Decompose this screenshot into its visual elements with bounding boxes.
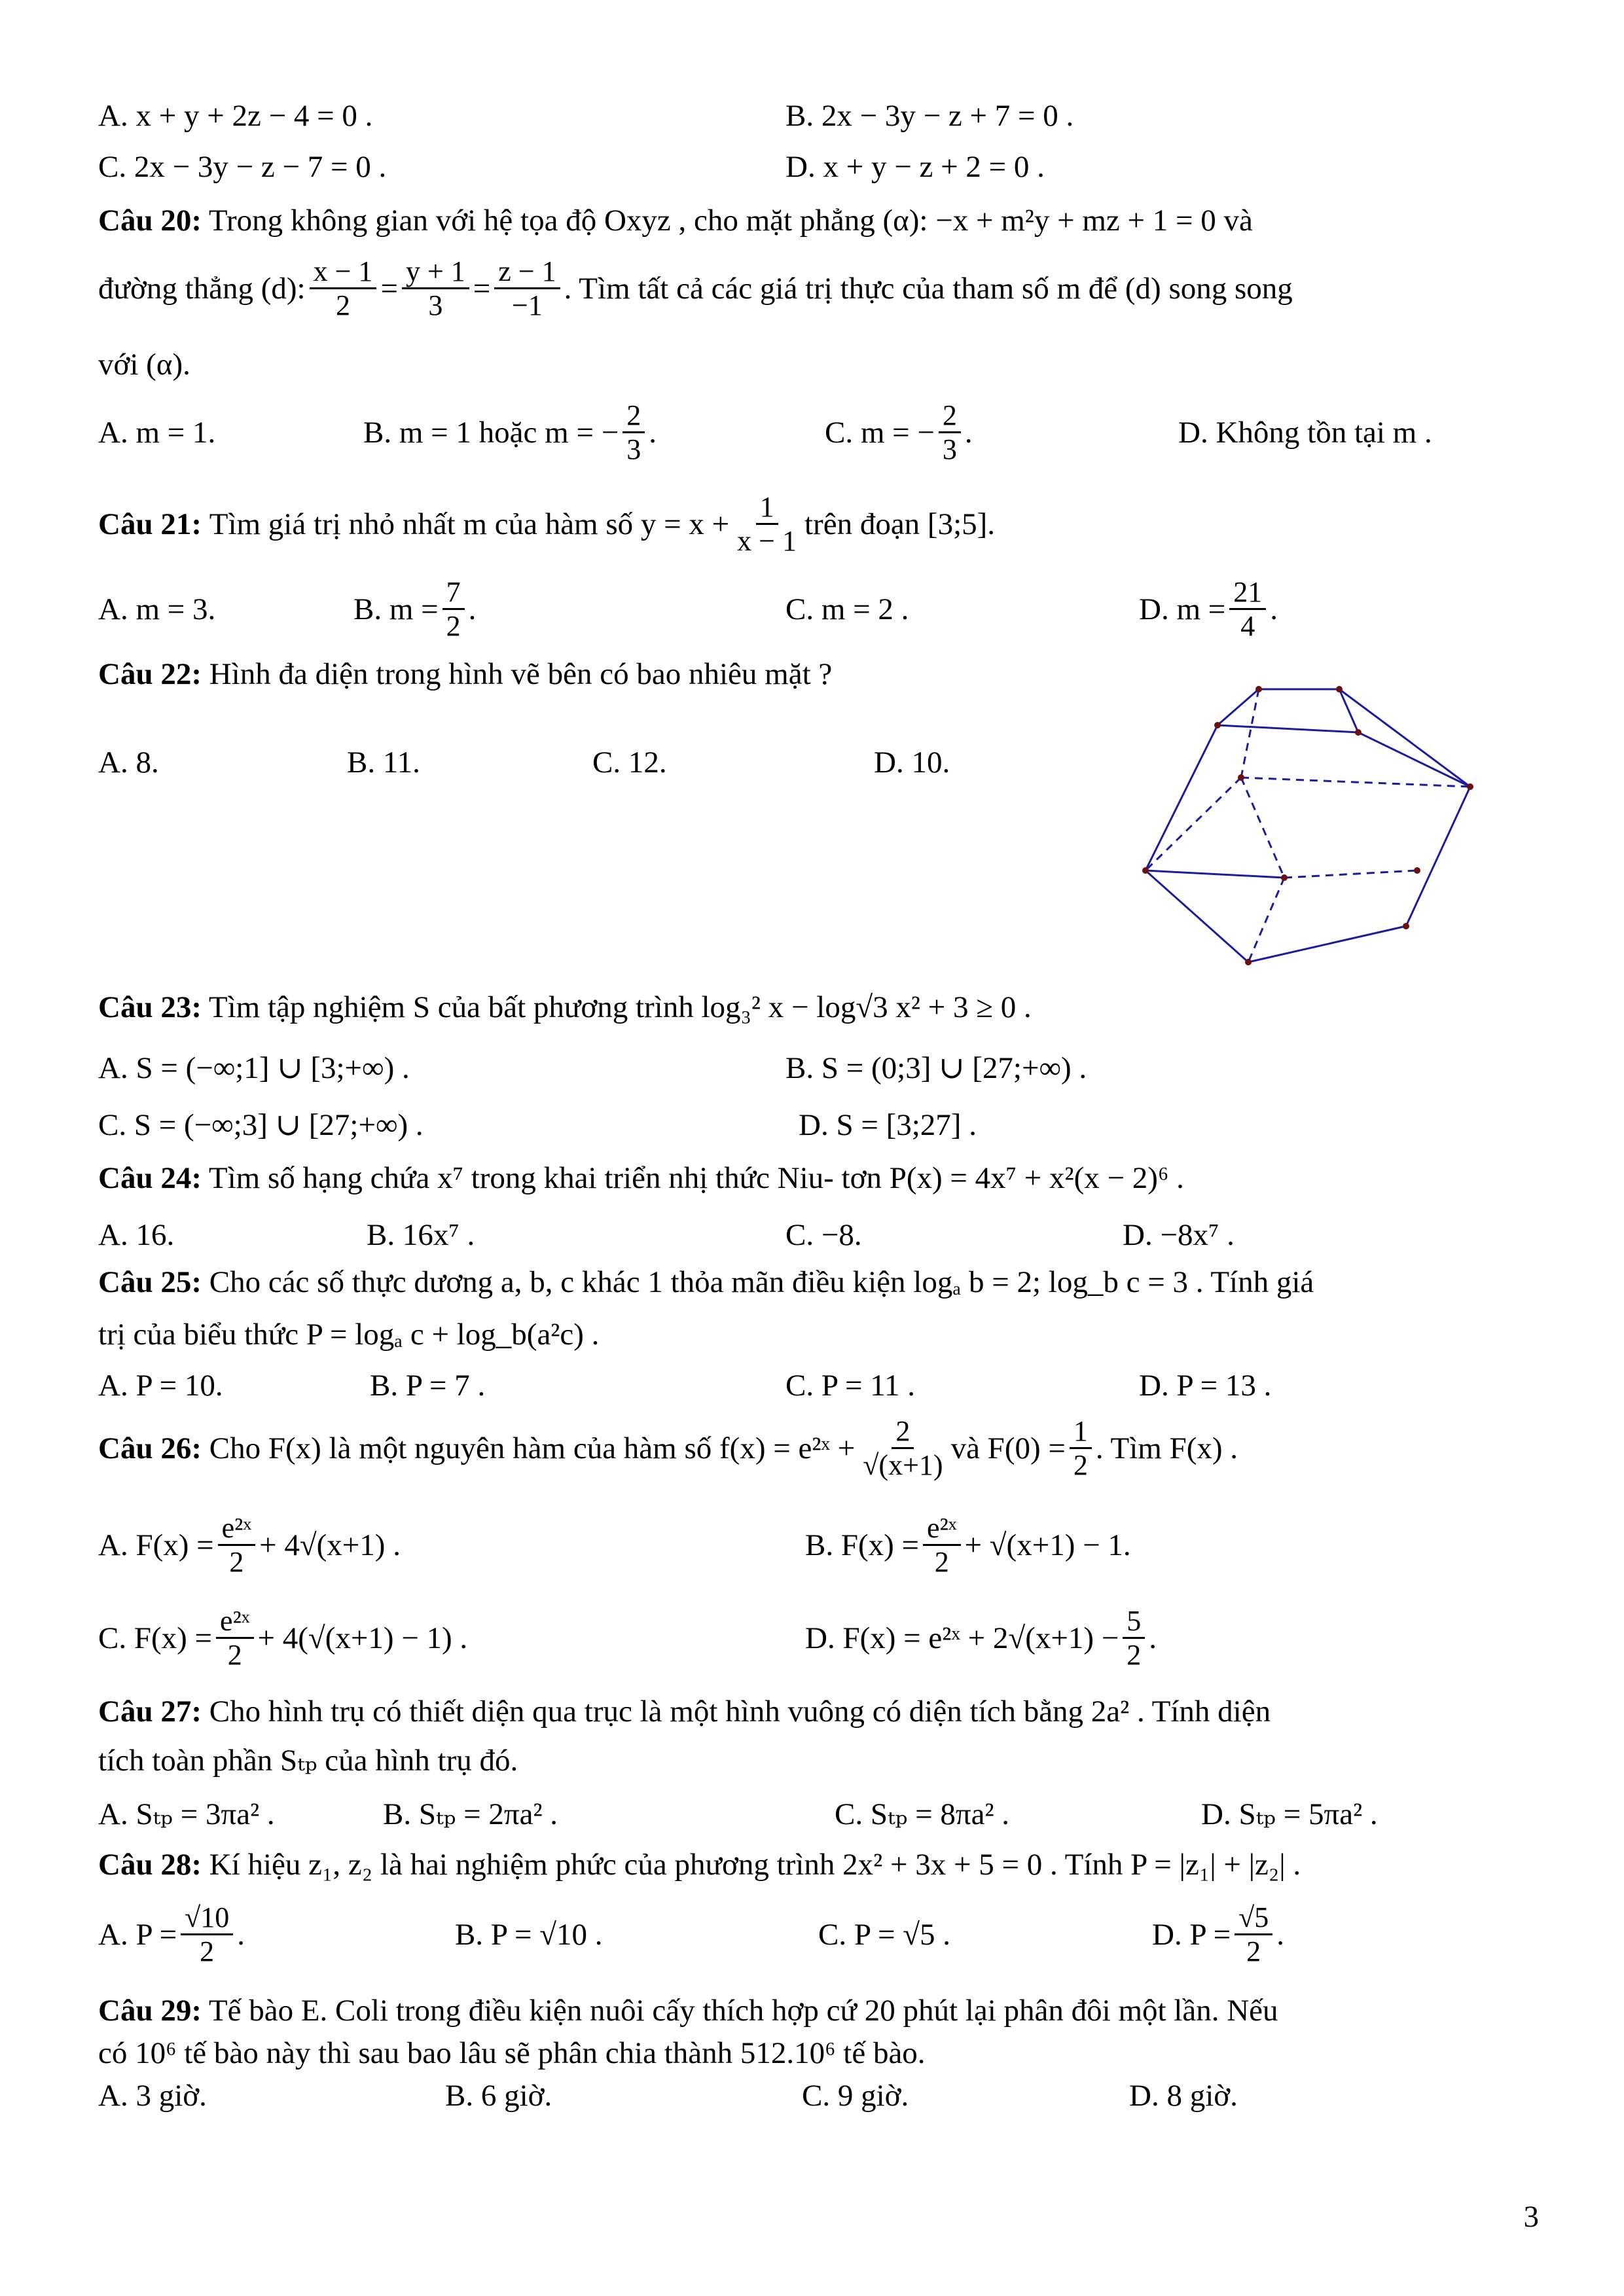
q27-label: Câu 27: <box>98 1695 202 1729</box>
q22-option-a: A. 8. <box>98 745 159 780</box>
q24-line <box>98 1160 1184 1196</box>
q27-option-d: D. Sₜₚ = 5πa² . <box>1201 1797 1378 1831</box>
q27-line2: tích toàn phần Sₜₚ của hình trụ đó. <box>98 1744 518 1778</box>
q25-option-b: B. P = 7 . <box>370 1369 486 1403</box>
q20-text: Trong không gian với hệ tọa độ Oxyz , cho mặt phẳng (α): −x + m²y + mz + 1 = 0 và <box>208 204 1253 238</box>
q21-label: Câu 21: <box>98 507 202 541</box>
q28-option-c: C. P = √5 . <box>818 1917 951 1952</box>
q20-option-d: D. Không tồn tại m . <box>1178 415 1432 450</box>
q26-text-pre: Cho F(x) là một nguyên hàm của hàm số f(x) = e²ˣ + <box>209 1431 856 1465</box>
q21-text-post: trên đoạn [3;5]. <box>804 507 996 541</box>
q20-option-a: A. m = 1. <box>98 415 216 450</box>
q20-options <box>98 399 1538 466</box>
polyhedron-solid-edges <box>1146 689 1470 962</box>
q23-option-c: C. S = (−∞;3] ∪ [27;+∞) . <box>98 1108 424 1142</box>
q19-option-a: A. x + y + 2z − 4 = 0 . <box>98 99 373 133</box>
q25-option-d: D. P = 13 . <box>1139 1369 1272 1403</box>
q28-label: Câu 28: <box>98 1848 202 1882</box>
polyhedron-front-edges <box>1146 870 1284 878</box>
q20-option-c: C. m = − $\frac{2}{3}$ . <box>825 399 973 466</box>
q25-option-c: C. P = 11 . <box>785 1369 916 1403</box>
q20-line2: đường thẳng (d): $\frac{x - 1}{2}$ = $\frac{y + 1}{3}$ = $\frac{z - 1}{-1}$ . Tìm tất cả các giá trị thực của tham số m để (d) song song <box>98 255 1293 322</box>
q29-line1 <box>98 1993 1278 2028</box>
page-number: 3 <box>1523 2200 1539 2234</box>
q24-label: Câu 24: <box>98 1161 202 1195</box>
q21-option-a: A. m = 3. <box>98 592 216 626</box>
q22-option-d: D. 10. <box>874 745 950 780</box>
q24-option-b: B. 16x⁷ . <box>367 1218 475 1252</box>
q24-text: Tìm số hạng chứa x⁷ trong khai triển nhị thức Niu- tơn P(x) = 4x⁷ + x²(x − 2)⁶ . <box>208 1161 1184 1195</box>
q29-option-b: B. 6 giờ. <box>445 2079 552 2113</box>
q28-line <box>98 1847 1301 1882</box>
q21-text-pre: Tìm giá trị nhỏ nhất m của hàm số y = x + <box>209 507 730 541</box>
q21-options <box>98 576 1538 643</box>
polyhedron-figure <box>1132 684 1486 972</box>
q27-text-1: Cho hình trụ có thiết diện qua trục là một hình vuông có diện tích bằng 2a² . Tính diện <box>209 1695 1271 1729</box>
q26-option-b: B. F(x) = $\frac{\text{e²ˣ}}{2}$ + √(x+1) − 1. <box>805 1512 1131 1579</box>
q20-line3: với (α). <box>98 348 190 382</box>
q22-line <box>98 656 832 692</box>
q29-option-a: A. 3 giờ. <box>98 2079 207 2113</box>
q27-option-b: B. Sₜₚ = 2πa² . <box>383 1797 558 1831</box>
q26-option-d: D. F(x) = e²ˣ + 2√(x+1) − $\frac{5}{2}$ . <box>805 1605 1157 1672</box>
q20-label: Câu 20: <box>98 204 202 238</box>
q26-text-mid: và F(0) = <box>950 1431 1066 1465</box>
q23-option-d: D. S = [3;27] . <box>799 1108 977 1142</box>
q26-option-a: A. F(x) = $\frac{\text{e²ˣ}}{2}$ + 4√(x+1) . <box>98 1512 401 1579</box>
q28-option-a: A. P = $\frac{√10}{2}$ . <box>98 1901 245 1968</box>
q29-label: Câu 29: <box>98 1994 202 2028</box>
q27-line1 <box>98 1694 1271 1729</box>
q23-label: Câu 23: <box>98 990 202 1024</box>
q25-line1 <box>98 1265 1314 1300</box>
q25-label: Câu 25: <box>98 1265 202 1299</box>
q23-line <box>98 990 1032 1025</box>
q25-text-1: Cho các số thực dương a, b, c khác 1 thỏa mãn điều kiện logₐ b = 2; log_b c = 3 . Tính giá <box>209 1265 1314 1299</box>
q28-text: Kí hiệu z₁, z₂ là hai nghiệm phức của phương trình 2x² + 3x + 5 = 0 . Tính P = |z₁| + |z₂| . <box>209 1848 1301 1882</box>
q22-option-b: B. 11. <box>347 745 420 780</box>
q20-fraction-z: $\frac{z - 1}{-1}$ <box>494 255 560 322</box>
q25-line2: trị của biểu thức P = logₐ c + log_b(a²c) . <box>98 1318 600 1352</box>
q28-option-b: B. P = √10 . <box>455 1917 603 1952</box>
q24-option-c: C. −8. <box>785 1218 862 1252</box>
q26-label: Câu 26: <box>98 1431 202 1465</box>
q28-option-d: D. P = $\frac{√5}{2}$ . <box>1152 1901 1284 1968</box>
q23-option-b: B. S = (0;3] ∪ [27;+∞) . <box>785 1051 1087 1085</box>
q20-option-b: B. m = 1 hoặc m = − $\frac{2}{3}$ . <box>363 399 657 466</box>
q29-text-1: Tế bào E. Coli trong điều kiện nuôi cấy thích hợp cứ 20 phút lại phân đôi một lần. Nếu <box>208 1994 1278 2028</box>
q19-option-b: B. 2x − 3y − z + 7 = 0 . <box>785 99 1074 133</box>
q23-text: Tìm tập nghiệm S của bất phương trình log₃² x − log√3 x² + 3 ≥ 0 . <box>208 990 1032 1024</box>
q22-label: Câu 22: <box>98 657 202 691</box>
q21-option-b: B. m = $\frac{7}{2}$ . <box>353 576 477 643</box>
q27-option-a: A. Sₜₚ = 3πa² . <box>98 1797 275 1831</box>
q29-line2: có 10⁶ tế bào này thì sau bao lâu sẽ phân chia thành 512.10⁶ tế bào. <box>98 2036 926 2070</box>
q21-fraction: $\frac{1}{x - 1}$ <box>737 491 797 558</box>
q19-option-c: C. 2x − 3y − z − 7 = 0 . <box>98 150 387 184</box>
q26-text-post: . Tìm F(x) . <box>1095 1431 1238 1465</box>
q20-line2-post: . Tìm tất cả các giá trị thực của tham số m để (d) song song <box>564 271 1293 306</box>
q29-option-c: C. 9 giờ. <box>802 2079 909 2113</box>
q29-option-d: D. 8 giờ. <box>1129 2079 1238 2113</box>
q21-option-d: D. m = $\frac{21}{4}$ . <box>1139 576 1278 643</box>
q24-option-a: A. 16. <box>98 1218 175 1252</box>
q20-fraction-y: $\frac{y + 1}{3}$ <box>402 255 469 322</box>
q20-line1 <box>98 203 1253 238</box>
q27-option-c: C. Sₜₚ = 8πa² . <box>835 1797 1010 1831</box>
q26-fraction-f: $\frac{2}{√(x+1)}$ <box>863 1415 943 1482</box>
q26-option-c: C. F(x) = $\frac{\text{e²ˣ}}{2}$ + 4(√(x+1) − 1) . <box>98 1605 468 1672</box>
q23-option-a: A. S = (−∞;1] ∪ [3;+∞) . <box>98 1051 410 1085</box>
q24-option-d: D. −8x⁷ . <box>1123 1218 1235 1252</box>
q28-options <box>98 1901 1538 1968</box>
q19-option-d: D. x + y − z + 2 = 0 . <box>785 150 1045 184</box>
q26-line <box>98 1415 1238 1482</box>
q26-fraction-f0: $\frac{1}{2}$ <box>1070 1415 1092 1482</box>
q21-line <box>98 491 995 558</box>
q22-option-c: C. 12. <box>592 745 667 780</box>
q20-line2-pre: đường thẳng (d): <box>98 271 306 306</box>
q20-fraction-x: $\frac{x - 1}{2}$ <box>310 255 377 322</box>
q21-option-c: C. m = 2 . <box>785 592 909 626</box>
q22-text: Hình đa diện trong hình vẽ bên có bao nhiêu mặt ? <box>209 657 833 691</box>
q25-option-a: A. P = 10. <box>98 1369 223 1403</box>
